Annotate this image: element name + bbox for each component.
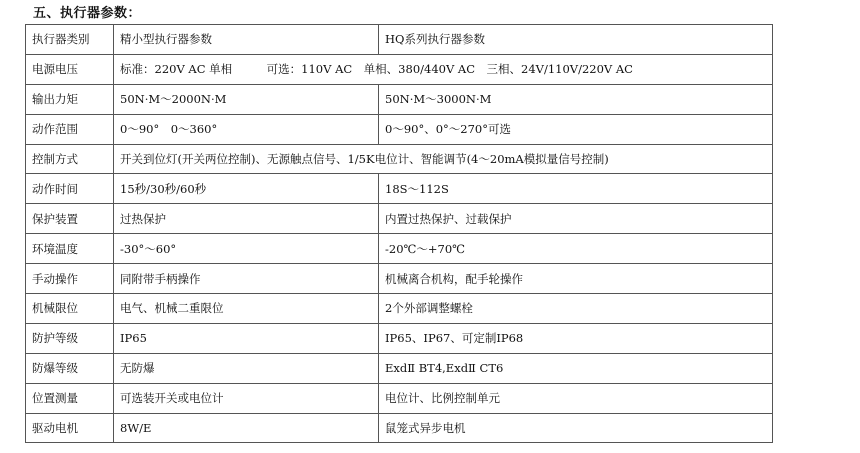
row-value-hq: -20℃～+70℃: [379, 234, 773, 264]
row-value-shared: 开关到位灯(开关两位控制)、无源触点信号、1/5K电位计、智能调节(4～20mA模拟量信号控制): [114, 144, 773, 174]
row-value-hq: 鼠笼式异步电机: [379, 413, 773, 443]
row-label: 控制方式: [26, 144, 114, 174]
row-value-hq: 18S～112S: [379, 174, 773, 204]
table-row: [26, 84, 773, 114]
table-row: [26, 413, 773, 443]
row-label: 动作范围: [26, 114, 114, 144]
row-value-hq: 机械离合机构，配手轮操作: [379, 264, 773, 294]
row-value-hq: 电位计、比例控制单元: [379, 383, 773, 413]
table-row: [26, 294, 773, 324]
row-label: 防护等级: [26, 323, 114, 353]
row-value-hq: ExdⅡ BT4,ExdⅡ CT6: [379, 353, 773, 383]
row-label: 电源电压: [26, 54, 114, 84]
table-row: [26, 144, 773, 174]
row-value-compact: 0～90° 0～360°: [114, 114, 379, 144]
table-row: [26, 353, 773, 383]
row-value-compact: 电气、机械二重限位: [114, 294, 379, 324]
row-value-compact: 同附带手柄操作: [114, 264, 379, 294]
row-value-compact: 可选装开关或电位计: [114, 383, 379, 413]
row-value-compact: 过热保护: [114, 204, 379, 234]
table-header-row: [26, 25, 773, 55]
header-cell-compact: 精小型执行器参数: [114, 25, 379, 55]
row-value-compact: 8W/E: [114, 413, 379, 443]
row-value-hq: 0～90°、0°～270°可选: [379, 114, 773, 144]
table-row: [26, 54, 773, 84]
table-row: [26, 383, 773, 413]
row-label: 机械限位: [26, 294, 114, 324]
header-cell-hq: HQ系列执行器参数: [379, 25, 773, 55]
table-row: [26, 204, 773, 234]
table-row: [26, 323, 773, 353]
table-row: [26, 174, 773, 204]
table-row: [26, 114, 773, 144]
row-label: 驱动电机: [26, 413, 114, 443]
row-label: 位置测量: [26, 383, 114, 413]
row-label: 环境温度: [26, 234, 114, 264]
row-value-compact: IP65: [114, 323, 379, 353]
row-value-shared: 标准：220V AC 单相 可选：110V AC 单相、380/440V AC 三相、24V/110V/220V AC: [114, 54, 773, 84]
row-value-hq: 2个外部调整螺栓: [379, 294, 773, 324]
row-value-compact: -30°～60°: [114, 234, 379, 264]
row-value-hq: IP65、IP67、可定制IP68: [379, 323, 773, 353]
row-label: 保护装置: [26, 204, 114, 234]
row-label: 手动操作: [26, 264, 114, 294]
row-value-compact: 15秒/30秒/60秒: [114, 174, 379, 204]
table-row: [26, 264, 773, 294]
row-label: 输出力矩: [26, 84, 114, 114]
table-body: [26, 25, 773, 443]
row-value-compact: 50N·M～2000N·M: [114, 84, 379, 114]
section-heading: 五、执行器参数：: [33, 6, 142, 21]
row-label: 防爆等级: [26, 353, 114, 383]
table-row: [26, 234, 773, 264]
header-cell-category: 执行器类别: [26, 25, 114, 55]
row-value-compact: 无防爆: [114, 353, 379, 383]
row-value-hq: 50N·M～3000N·M: [379, 84, 773, 114]
row-value-hq: 内置过热保护、过载保护: [379, 204, 773, 234]
actuator-params-table: [25, 24, 773, 443]
row-label: 动作时间: [26, 174, 114, 204]
